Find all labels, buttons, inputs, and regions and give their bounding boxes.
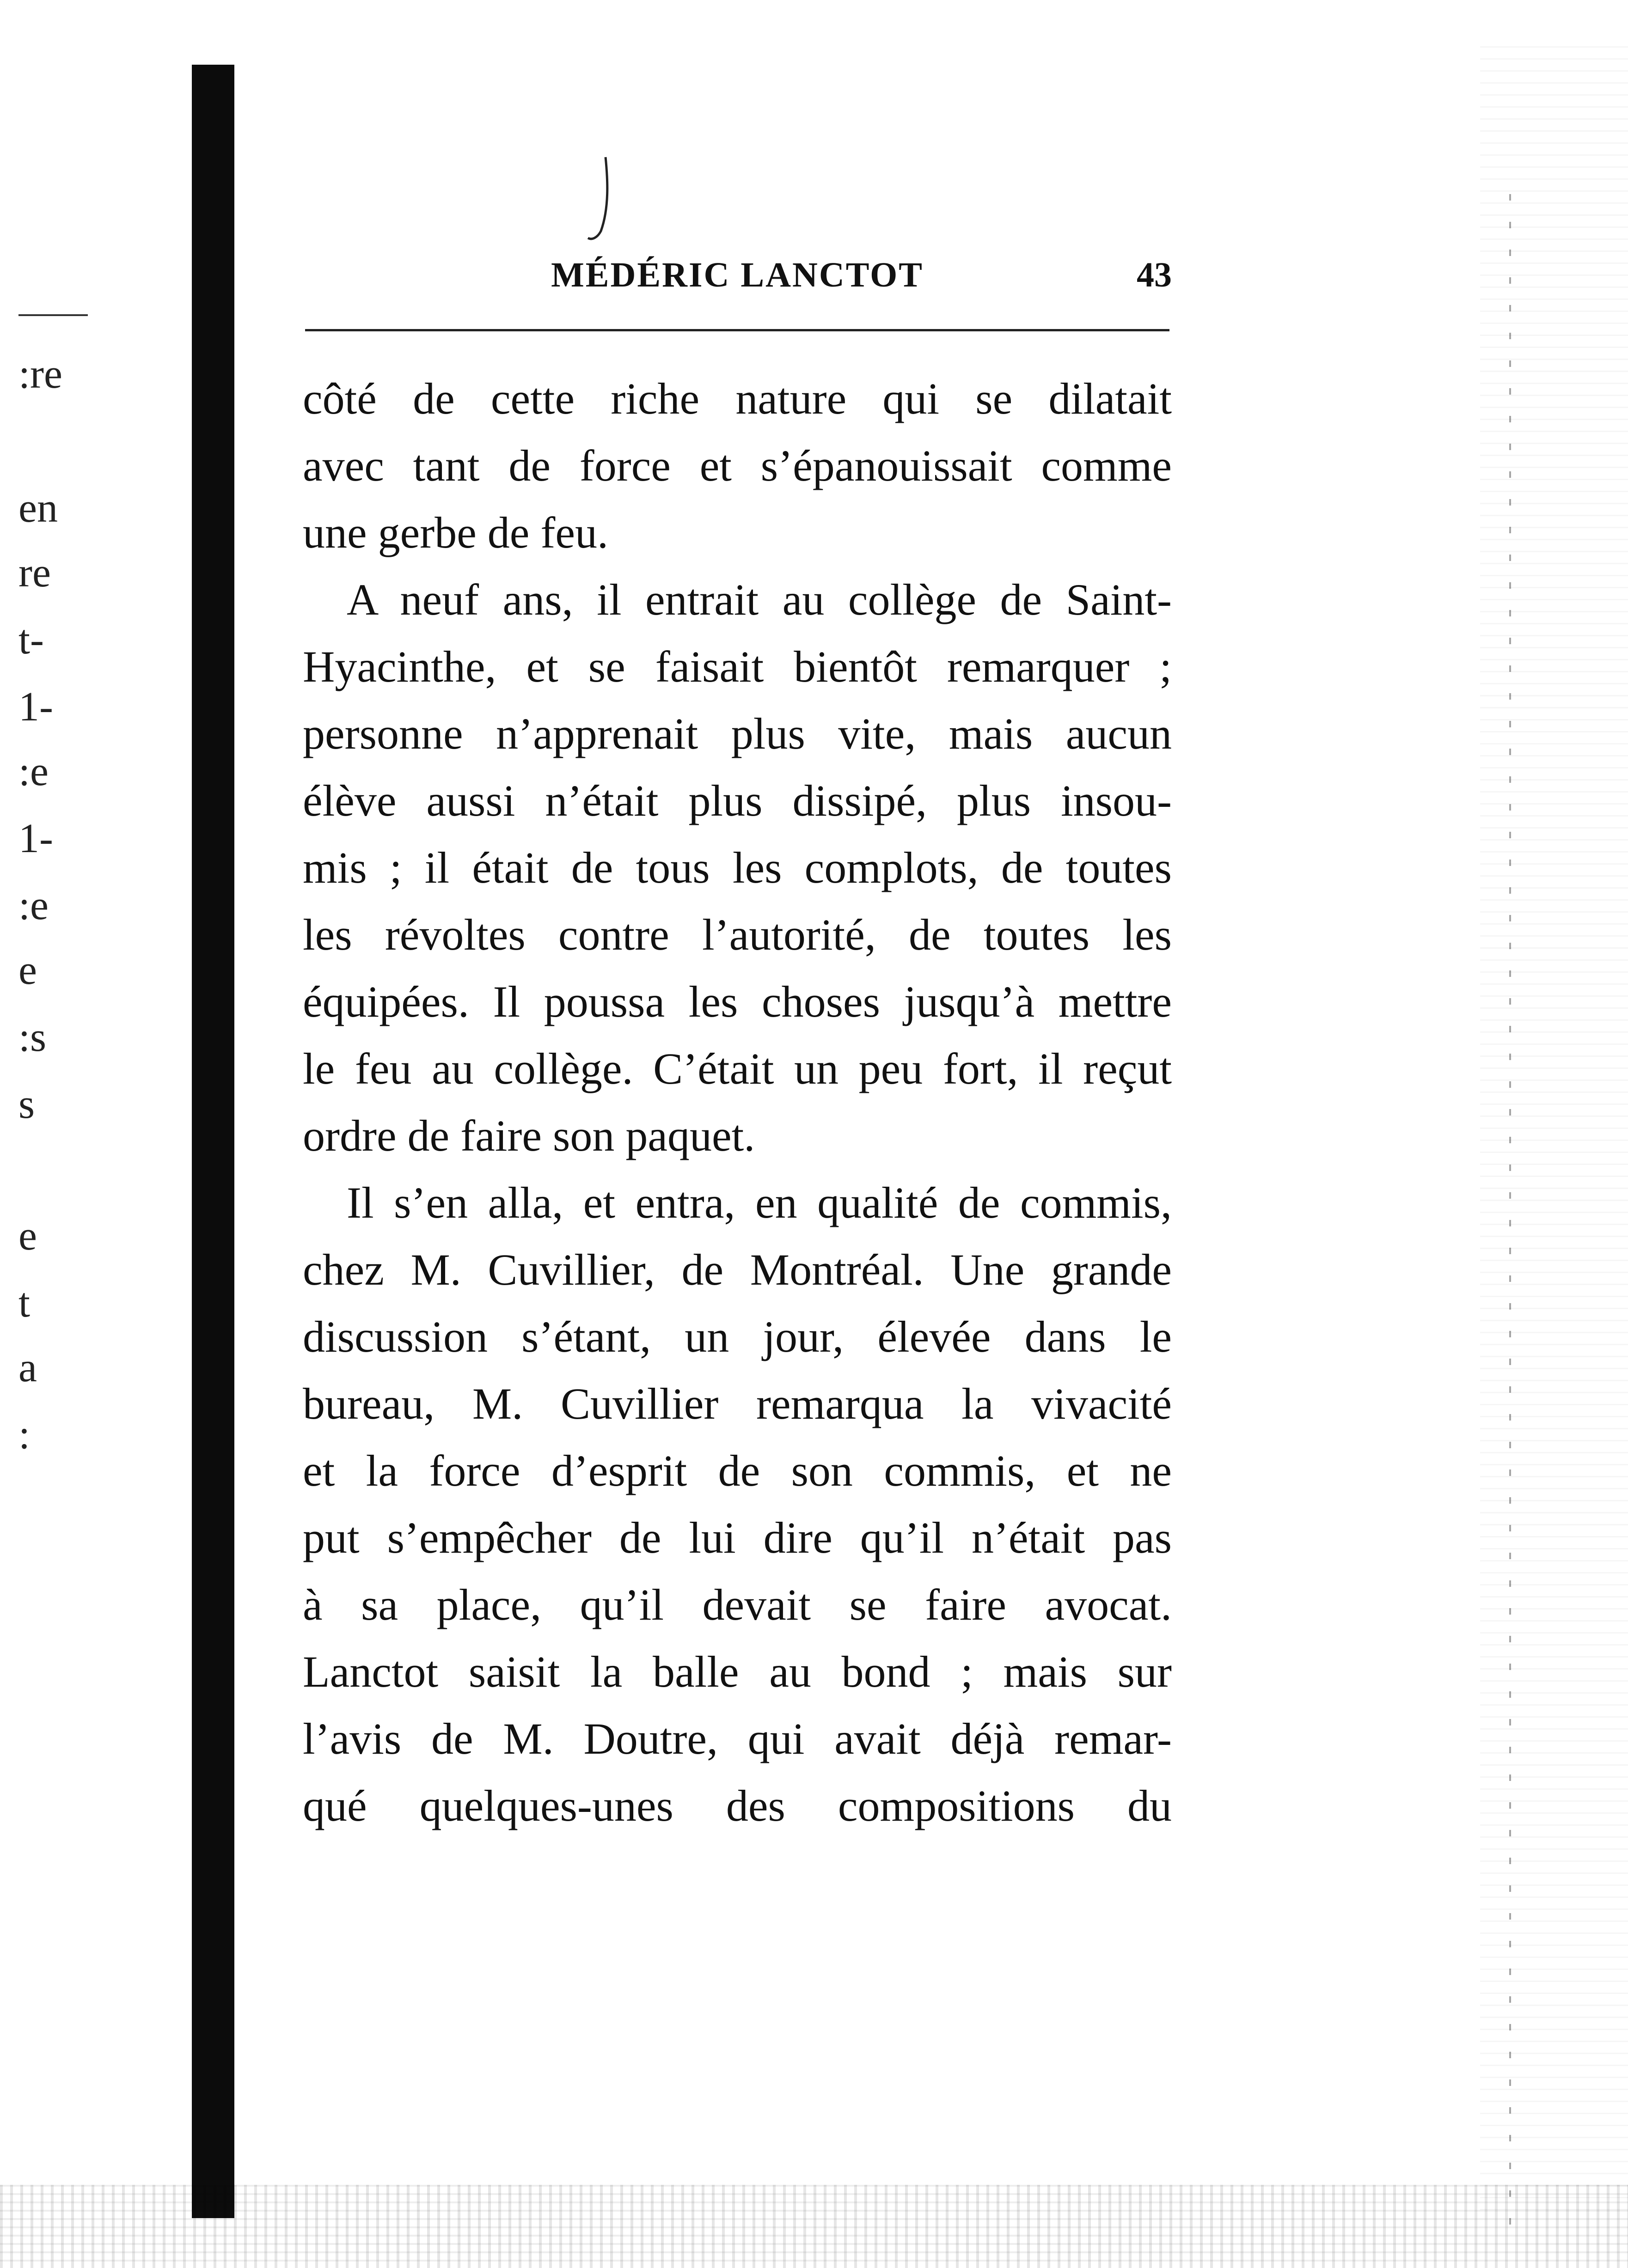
running-header	[303, 252, 1172, 298]
margin-rule-fragment	[18, 314, 88, 316]
margin-fragment: 1-	[18, 684, 53, 730]
page-number: 43	[1137, 256, 1172, 294]
margin-fragment: re	[18, 550, 51, 596]
bottom-edge-noise	[0, 2185, 1628, 2268]
margin-fragment: e	[18, 1213, 37, 1259]
margin-fragment: :s	[18, 1014, 47, 1060]
text-line: Lanctot saisit la balle au bond ; mais sur	[303, 1647, 1172, 1696]
text-line: et la force d’esprit de son commis, et ne	[303, 1446, 1172, 1495]
text-line: A neuf ans, il entrait au collège de Saint-	[347, 575, 1172, 624]
page-edge-speckle	[1480, 46, 1628, 2218]
margin-fragment: en	[18, 485, 58, 531]
text-line: équipées. Il poussa les choses jusqu’à mettre	[303, 977, 1172, 1026]
text-line: ordre de faire son paquet.	[303, 1111, 755, 1160]
margin-fragment: 1-	[18, 816, 53, 861]
text-line: bureau, M. Cuvillier remarqua la vivacité	[303, 1379, 1172, 1428]
text-line: une gerbe de feu.	[303, 508, 608, 557]
margin-fragment: :e	[18, 883, 49, 928]
text-line: à sa place, qu’il devait se faire avocat.	[303, 1580, 1172, 1629]
text-line: qué quelques-unes des compositions du	[303, 1781, 1172, 1830]
margin-fragment: a	[18, 1345, 37, 1390]
text-line: côté de cette riche nature qui se dilatait	[303, 374, 1172, 423]
header-rule	[305, 329, 1169, 331]
text-line: personne n’apprenait plus vite, mais aucun	[303, 709, 1172, 758]
text-line: les révoltes contre l’autorité, de toutes les	[303, 910, 1172, 959]
text-line: Hyacinthe, et se faisait bientôt remarquer ;	[303, 642, 1172, 691]
text-line: chez M. Cuvillier, de Montréal. Une grande	[303, 1245, 1172, 1294]
text-line: avec tant de force et s’épanouissait comme	[303, 441, 1172, 490]
margin-fragment: t-	[18, 617, 44, 663]
text-line: Il s’en alla, et entra, en qualité de commis,	[347, 1178, 1172, 1227]
margin-fragment: :re	[18, 351, 62, 397]
text-line: put s’empêcher de lui dire qu’il n’était pas	[303, 1513, 1172, 1562]
margin-fragment: e	[18, 947, 37, 993]
ink-mark	[587, 152, 615, 245]
margin-fragment: :	[18, 1412, 31, 1457]
text-line: élève aussi n’était plus dissipé, plus insou-	[303, 776, 1172, 825]
running-title: MÉDÉRIC LANCTOT	[551, 256, 924, 294]
binding-gutter-shadow	[192, 65, 234, 2218]
margin-fragment: :e	[18, 749, 49, 794]
body-text	[303, 365, 1172, 1839]
text-line: l’avis de M. Doutre, qui avait déjà remar-	[303, 1714, 1172, 1763]
margin-fragment: t	[18, 1280, 31, 1326]
text-line: mis ; il était de tous les complots, de toutes	[303, 843, 1172, 892]
text-line: discussion s’étant, un jour, élevée dans le	[303, 1312, 1172, 1361]
text-line: le feu au collège. C’était un peu fort, il reçut	[303, 1044, 1172, 1093]
margin-fragment: s	[18, 1081, 35, 1127]
